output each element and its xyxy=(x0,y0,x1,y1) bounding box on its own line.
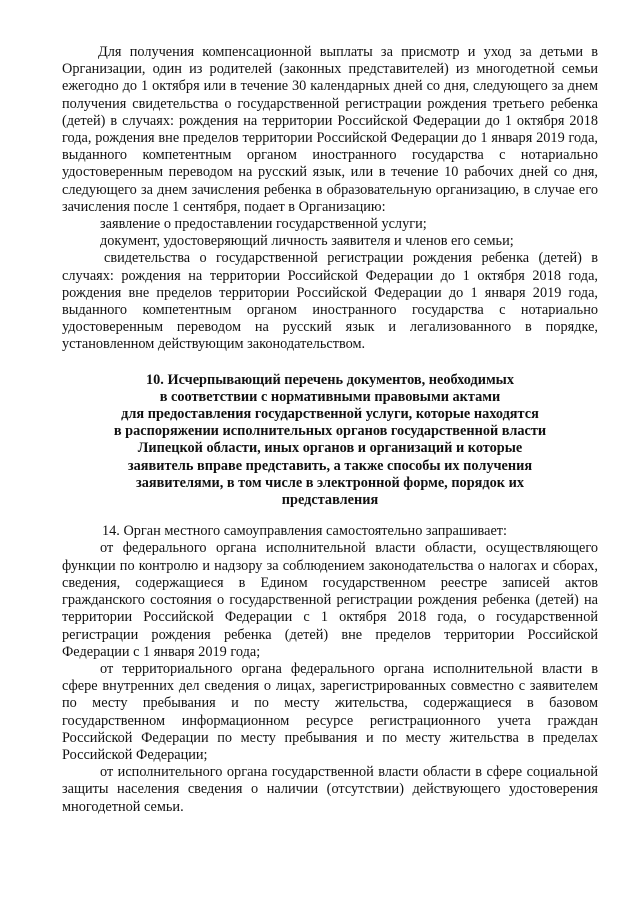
paragraph14-item-internal-affairs: от территориального органа федерального органа исполнительной власти в сфере внутренних дел сведения о лицах, зарегистрированных совместно с заявителем по месту пребывания и по месту жительства, содержащиеся в базовом государственном информационном ресурсе регистрационного учета граждан Российской Федерации по месту пребывания и по месту жительства в пределах Российской Федерации; xyxy=(62,660,598,763)
paragraph14-intro: 14. Орган местного самоуправления самостоятельно запрашивает: xyxy=(102,523,508,540)
paragraph14-item-social-protection: от исполнительного органа государственной власти области в сфере социальной защиты населения сведения о наличии (отсутствии) действующего удостоверения многодетной семьи. xyxy=(62,764,598,815)
section9-item-birth-certificates: свидетельства о государственной регистрации рождения ребенка (детей) в случаях: рождения на территории Российской Федерации до 1 октября 2018 года, рождения вне пределов территории Российской Федерации до 1 января 2019 года, выданного компетентным органом иностранного государства с нотариально удостоверенным переводом на русский язык и легализованного в порядке, установленном действующим законодательством. xyxy=(62,250,598,353)
section9-item-identity-document: документ, удостоверяющий личность заявителя и членов его семьи; xyxy=(100,233,514,250)
section9-intro-paragraph: Для получения компенсационной выплаты за присмотр и уход за детьми в Организации, один из родителей (законных представителей) из многодетной семьи ежегодно до 1 октября или в течение 30 календарных дней со дня, следующего за днем получения свидетельства о государственной регистрации рождения третьего ребенка (детей) в случаях: рождения на территории Российской Федерации до 1 октября 2018 года, рождения вне пределов территории Российской Федерации до 1 января 2019 года, выданного компетентным органом иностранного государства с нотариально удостоверенным переводом на русский язык, или в течение 10 рабочих дней со дня, следующего за днем зачисления ребенка в образовательную организацию, в случае его зачисления после 1 сентября, подает в Организацию: xyxy=(62,44,598,215)
paragraph14-item-tax-authority: от федерального органа исполнительной власти области, осуществляющего функции по контролю и надзору за соблюдением законодательства о налогах и сборах, сведения, содержащиеся в Едином государственном реестре записей актов гражданского состояния о государственной регистрации рождения ребенка (детей) на территории Российской Федерации с 1 октября 2018 года, о государственной регистрации рождения ребенка (детей) вне пределов территории Российской Федерации с 1 января 2019 года; xyxy=(62,540,598,660)
section9-item-application: заявление о предоставлении государственной услуги; xyxy=(100,216,427,233)
section10-heading: 10. Исчерпывающий перечень документов, необходимых в соответствии с нормативными правовыми актами для предоставления государственной услуги, которые находятся в распоряжении исполнительных органов государственной власти Липецкой области, иных органов и организаций и которые заявитель вправе представить, а также способы их получения заявителями, в том числе в электронной форме, порядок их представления xyxy=(113,371,547,509)
